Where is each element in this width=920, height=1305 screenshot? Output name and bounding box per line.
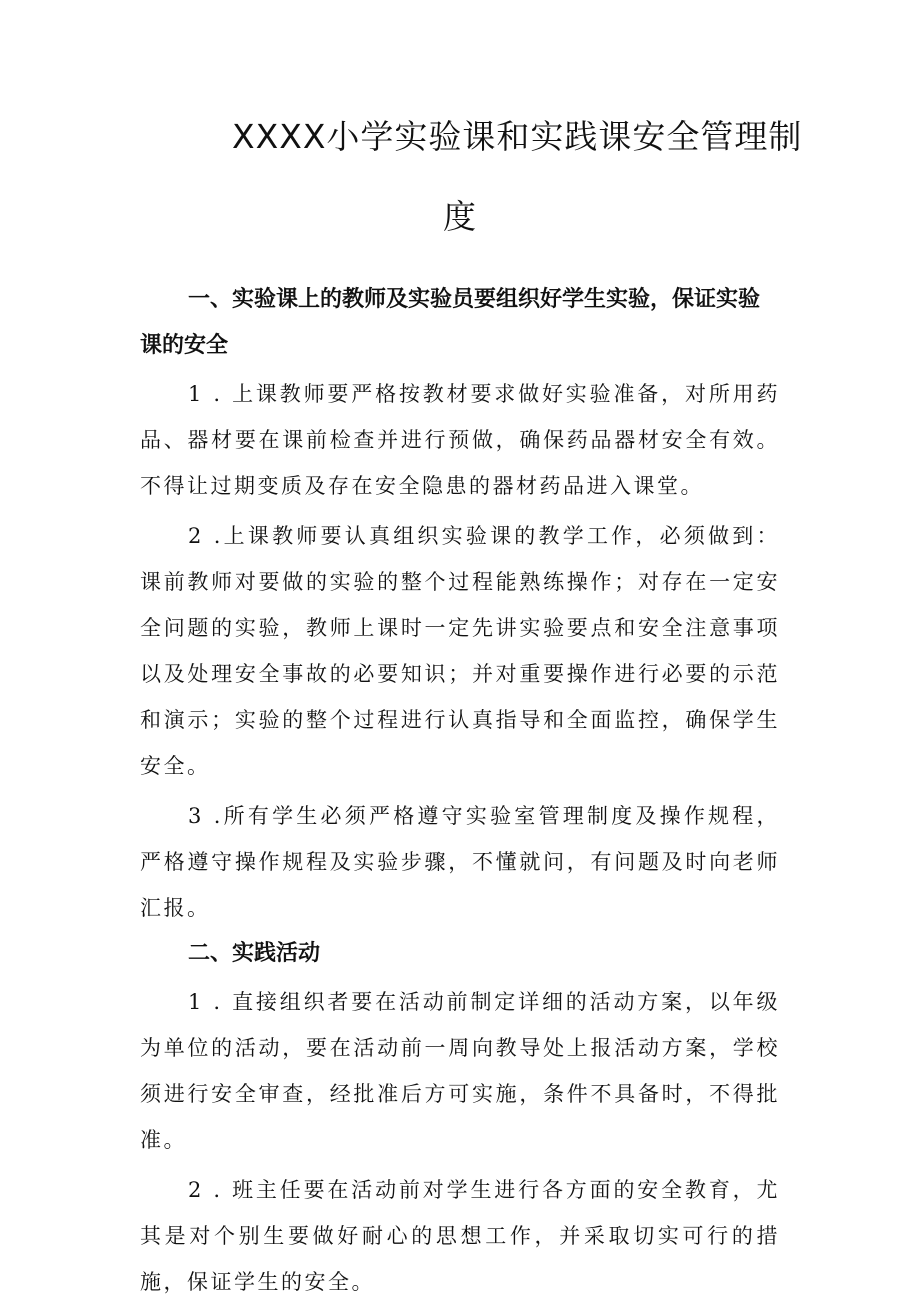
section-1-item-1: 1 . 上课教师要严格按教材要求做好实验准备，对所用药品、器材要在课前检查并进行预做，确保药品器材安全有效。不得让过期变质及存在安全隐患的器材药品进入课堂。: [140, 382, 780, 498]
section-2-item-2: 2 . 班主任要在活动前对学生进行各方面的安全教育，尤其是对个别生要做好耐心的思想工作，并采取切实可行的措施，保证学生的安全。: [140, 1178, 780, 1294]
section-2-item-1: 1 . 直接组织者要在活动前制定详细的活动方案，以年级为单位的活动，要在活动前一周向教导处上报活动方案，学校须进行安全审查，经批准后方可实施，条件不具备时，不得批准。: [140, 990, 780, 1152]
title-line-1: XXXX小学实验课和实践课安全管理制: [232, 117, 803, 156]
title-line-2: 度: [443, 197, 477, 236]
section-1-item-3: 3 .所有学生必须严格遵守实验室管理制度及操作规程，严格遵守操作规程及实验步骤，不懂就问，有问题及时向老师汇报。: [140, 804, 780, 920]
section-2-heading: 二、实践活动: [188, 941, 321, 966]
section-1-item-2: 2 .上课教师要认真组织实验课的教学工作，必须做到：课前教师对要做的实验的整个过程能熟练操作；对存在一定安全问题的实验，教师上课时一定先讲实验要点和安全注意事项以及处理安全事故的必要知识；并对重要操作进行必要的示范和演示；实验的整个过程进行认真指导和全面监控，确保学生安全。: [140, 524, 780, 778]
document-title: [140, 0, 803, 251]
section-1-heading: 一、实验课上的教师及实验员要组织好学生实验，保证实验课的安全: [140, 287, 761, 358]
